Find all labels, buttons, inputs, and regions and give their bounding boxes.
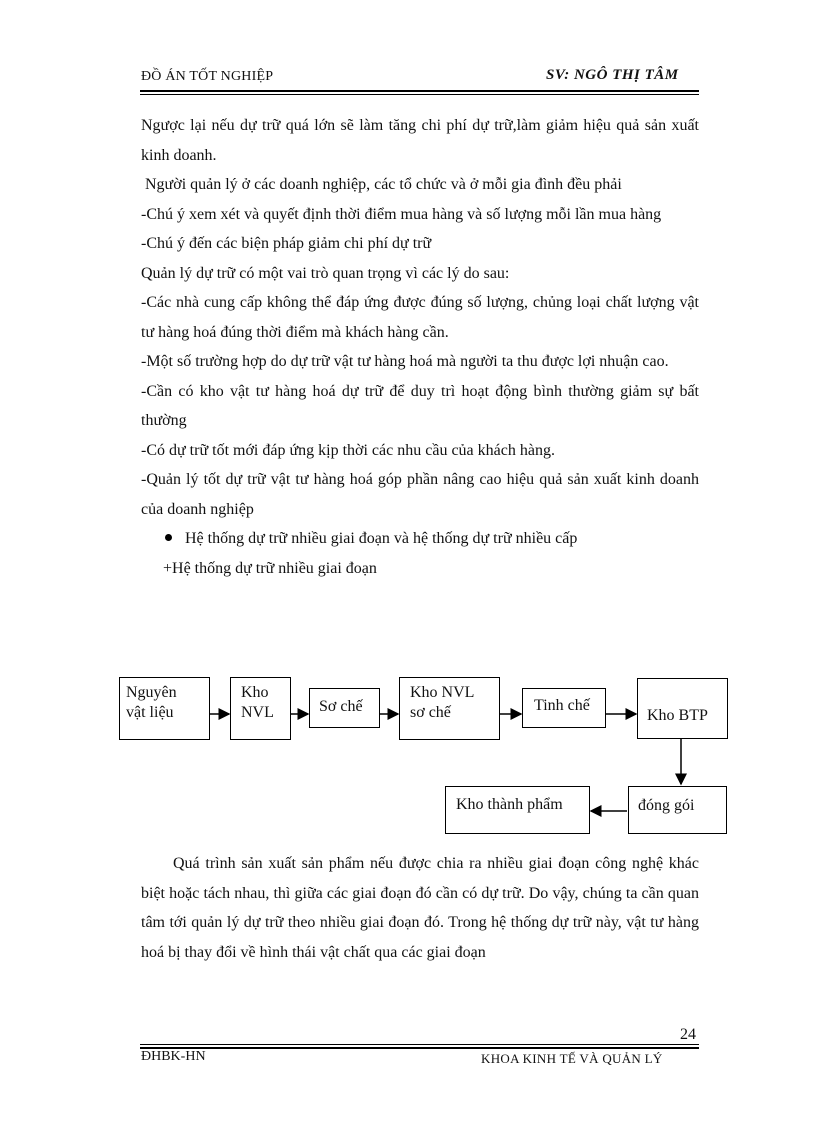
box-label: Nguyên bbox=[126, 684, 177, 701]
header-student: SV: NGÔ THỊ TÂM bbox=[546, 67, 679, 83]
box-label: đóng gói bbox=[638, 797, 695, 814]
page-number: 24 bbox=[680, 1026, 696, 1043]
box-label: NVL bbox=[241, 704, 274, 721]
box-nguyen-vat-lieu bbox=[119, 677, 210, 740]
box-label: Kho thành phẩm bbox=[456, 796, 563, 813]
paragraph: Người quản lý ở các doanh nghiệp, các tổ chức và ở mỗi gia đình đều phải bbox=[145, 176, 622, 193]
footer-faculty: KHOA KINH TẾ VÀ QUẢN LÝ bbox=[481, 1051, 663, 1066]
box-kho-nvl bbox=[230, 677, 291, 740]
paragraph: -Các nhà cung cấp không thể đáp ứng được đúng số lượng, chủng loại chất lượng vật tư hàng hoá đúng thời điểm mà khách hàng cần. bbox=[141, 294, 699, 341]
paragraph: Ngược lại nếu dự trữ quá lớn sẽ làm tăng chi phí dự trữ,làm giảm hiệu quả sản xuất kinh doanh. bbox=[141, 117, 699, 164]
box-tinh-che bbox=[522, 688, 606, 728]
box-so-che bbox=[309, 688, 380, 728]
paragraph: -Chú ý đến các biện pháp giảm chi phí dự trữ bbox=[141, 235, 432, 252]
paragraph: -Một số trường hợp do dự trữ vật tư hàng hoá mà người ta thu được lợi nhuận cao. bbox=[141, 353, 669, 370]
paragraph: Quản lý dự trữ có một vai trò quan trọng vì các lý do sau: bbox=[141, 264, 510, 282]
header-title: ĐỒ ÁN TỐT NGHIỆP bbox=[141, 69, 274, 84]
box-label: Sơ chế bbox=[319, 698, 363, 715]
box-kho-nvl-so-che bbox=[399, 677, 500, 740]
box-label: Kho bbox=[241, 684, 269, 701]
box-dong-goi bbox=[628, 786, 727, 834]
paragraph: -Cần có kho vật tư hàng hoá dự trữ để duy trì hoạt động bình thường giảm sự bất thường bbox=[141, 382, 699, 429]
paragraph-text: Quá trình sản xuất sản phẩm nếu được chia ra nhiều giai đoạn công nghệ khác biệt hoặc tách nhau, thì giữa các giai đoạn đó cần có dự trữ. Do vậy, chúng ta cần quan tâm tới quản lý dự trữ theo nhiều giai đoạn đó. Trong hệ thống dự trữ này, vật tư hàng hoá bị thay đổi về hình thái vật chất qua các giai đoạn bbox=[141, 855, 699, 961]
box-label: sơ chế bbox=[410, 704, 451, 721]
box-label: Kho NVL bbox=[410, 684, 475, 701]
footer-rule-top bbox=[140, 1044, 699, 1045]
footer-university: ĐHBK-HN bbox=[141, 1049, 206, 1064]
paragraph: -Quản lý tốt dự trữ vật tư hàng hoá góp phần nâng cao hiệu quả sản xuất kinh doanh của doanh nghiệp bbox=[141, 471, 699, 518]
box-kho-btp bbox=[637, 678, 728, 739]
subheading: +Hệ thống dự trữ nhiều giai đoạn bbox=[163, 559, 377, 577]
footer-rule-bottom bbox=[140, 1047, 699, 1049]
box-label: Tinh chế bbox=[534, 697, 590, 714]
box-label: Kho BTP bbox=[647, 707, 708, 724]
paragraph-process bbox=[141, 849, 699, 967]
paragraph: -Chú ý xem xét và quyết định thời điểm mua hàng và số lượng mỗi lần mua hàng bbox=[141, 205, 662, 223]
paragraph: -Có dự trữ tốt mới đáp ứng kịp thời các nhu cầu của khách hàng. bbox=[141, 441, 555, 459]
bullet-text: Hệ thống dự trữ nhiều giai đoạn và hệ thống dự trữ nhiều cấp bbox=[185, 530, 578, 547]
box-kho-thanh-pham bbox=[445, 786, 590, 834]
box-label: vật liệu bbox=[126, 704, 174, 721]
